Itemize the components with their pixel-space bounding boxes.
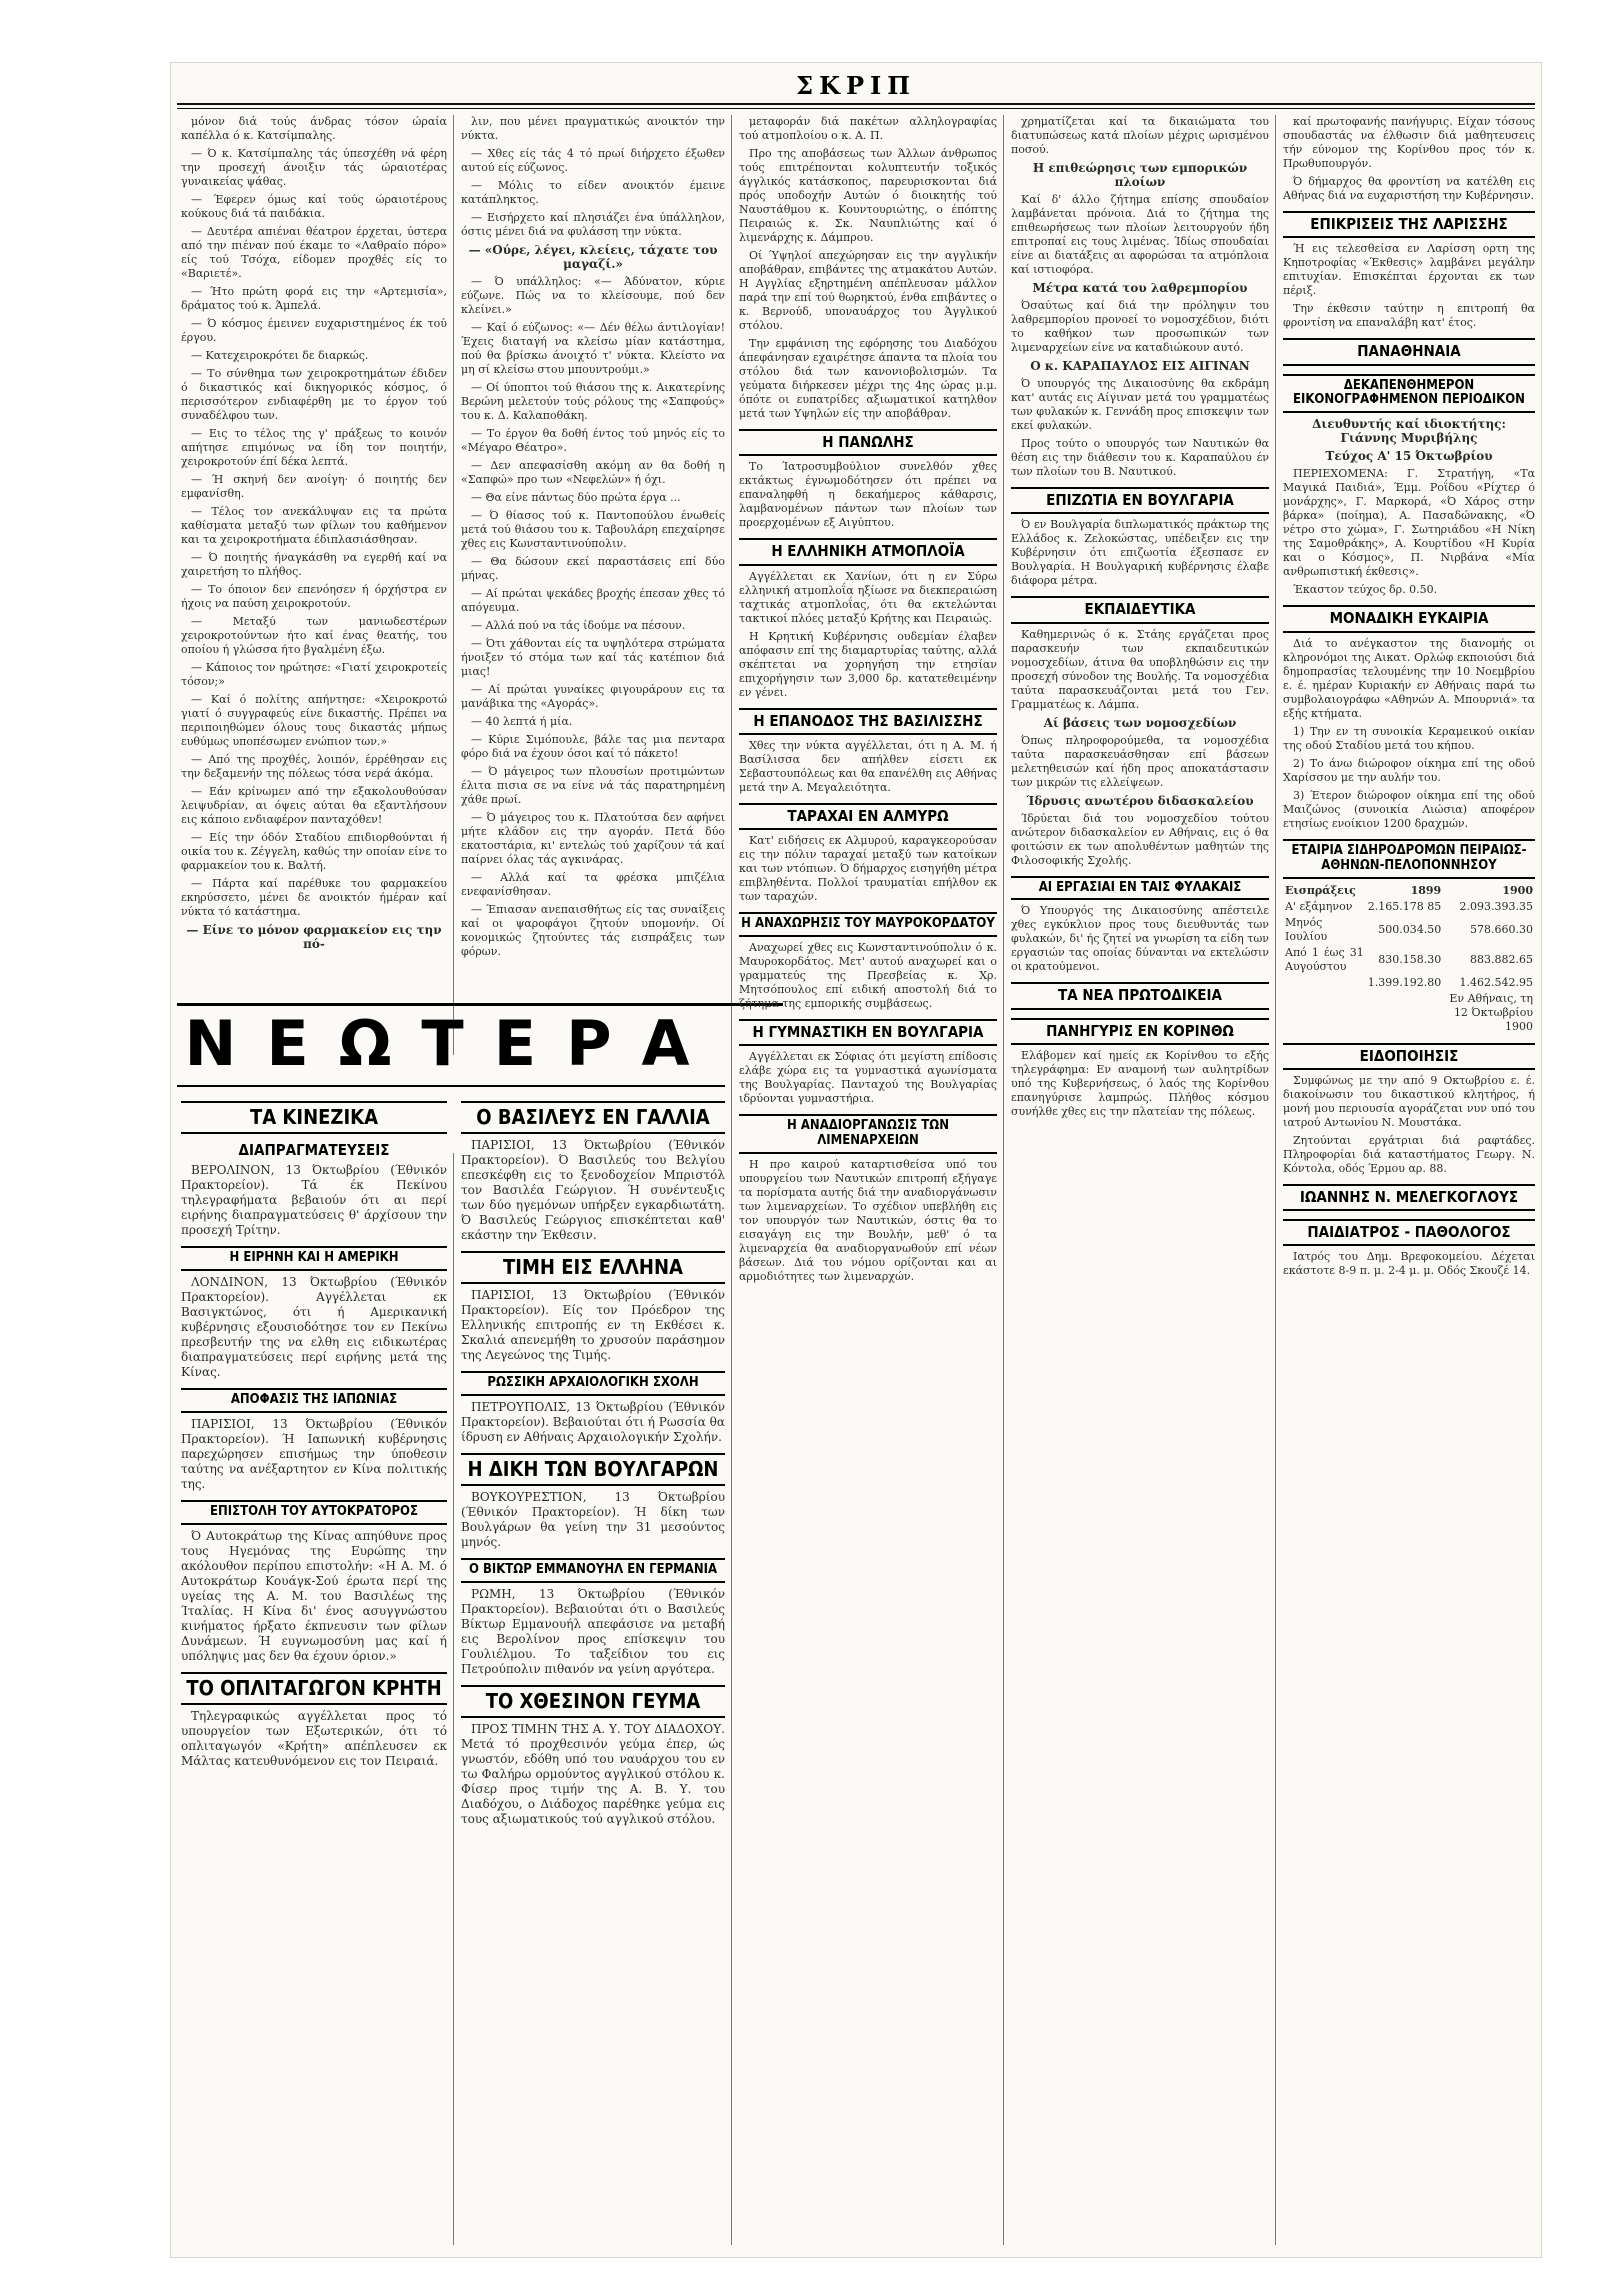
paragraph: Ιατρός του Δημ. Βρεφοκομείου. Δέχεται εκάστοτε 8-9 π. μ. 2-4 μ. μ. Οδός Σκουζέ 14. <box>1283 1250 1535 1278</box>
section-heading: Η ΑΝΑΔΙΟΡΓΑΝΩΣΙΣ ΤΩΝ ΛΙΜΕΝΑΡΧΕΙΩΝ <box>739 1114 997 1154</box>
paragraph: Το Ίατροσυμβούλιον συνελθόν χθες εκτάκτως έγνωμοδότησεν ότι πρέπει να επαναληφθή η δεκαήμερος κάθαρσις, λαμβανομένων πάντων των πλοίων των προερχομένων εξ Αιγύπτου. <box>739 460 997 530</box>
table-cell <box>1283 991 1366 1035</box>
subheading: Διευθυντής καί ιδιοκτήτης: Γιάννης Μυριβήλης <box>1312 417 1506 446</box>
column-rule <box>731 115 732 2245</box>
paragraph: — Αί πρώται γυναίκες φιγουράρουν εις τα μανάβικα της «Αγοράς». <box>461 683 725 710</box>
paragraph: — Μεταξύ των μανιωδεστέρων χειροκροτούντων ήτο καί ένας θεατής, του οποίου ή γλώσσα ήτο βγαλμένη έξω. <box>181 615 447 656</box>
news-body: Ό Αυτοκράτωρ της Κίνας απηύθυνε προς τους Ηγεμόνας της Ευρώπης την ακόλουθον περίπου επιστολήν: «Η Α. Μ. ό Αυτοκράτωρ Κουάγκ-Σού έρωτα περί της υγείας της Α. Μ. του Βασιλέως της Ίταλίας. Η Κίνα δι' ένος ασυγγνώστου κινήματος ήρξατο έκπνευσιν των φίλων Δυνάμεων. Ή ευγνωμοσύνη μας καί ή υπόληψις μας δεν θα έχουν όριον.» <box>181 1529 447 1664</box>
paragraph: — Ή σκηνή δεν ανοίγη· ό ποιητής δεν εμφανίσθη. <box>181 473 447 500</box>
paragraph: Ελάβομεν καί ημείς εκ Κορίνθου το εξής τηλεγράφημα: Εν αναμονή των αυλητρίδων υπό της Κυβερνήσεως, ό λαός της Κορίνθου επανηγύρισε λαμπρώς. Πλήθος κόσμου συνήλθε χθες εις την πλατείαν της πόλεως. <box>1011 1048 1269 1118</box>
masthead-rule <box>177 103 1535 109</box>
paragraph: — Χθες είς τάς 4 τό πρωί διήρχετο έξωθεν αυτού είς εύζωνος. <box>461 147 725 174</box>
paragraph: Ή εις τελεσθείσα εν Λαρίσση ορτη της Κηποτροφίας «Έκθεσις» λαμβάνει μεγάλην επιτυχίαν. Επισκέπται έρχονται εκ των πέριξ. <box>1283 242 1535 298</box>
news-heading: ΕΠΙΣΤΟΛΗ ΤΟΥ ΑΥΤΟΚΡΑΤΟΡΟΣ <box>181 1500 447 1525</box>
news-heading: Ο ΒΙΚΤΩΡ ΕΜΜΑΝΟΥΗΛ ΕΝ ΓΕΡΜΑΝΙΑ <box>461 1558 725 1583</box>
section-heading: ΠΑΝΑΘΗΝΑΙΑ <box>1283 338 1535 365</box>
masthead: ΣΚΡΙΠ <box>796 71 916 100</box>
paragraph: Καθημερινώς ό κ. Στάης εργάζεται προς παρασκευήν των εκπαιδευτικών νομοσχεδίων, άτινα θα υποβληθώσιν εις την προσεχή σύνοδον της Βουλής. Τα νομοσχέδια ταύτα παρασκευάζονται μετά του Γεν. Γραμματέως κ. Λάμπα. <box>1011 627 1269 711</box>
paragraph: 3) Έτερον διώροφον οίκημα επί της οδού Μαιζώνος (συνοικία Λιώσια) αποφέρον ετησίως ενοίκιον 1200 δραχμών. <box>1283 788 1535 830</box>
paragraph: Ό εν Βουλγαρία διπλωματικός πράκτωρ της Ελλάδος κ. Ζελοκώστας, υπέδειξεν εις την Κυβέρνησιν ότι επιζωοτία έξεσπασε εν Βουλγαρία. Η Βουλγαρική κυβέρνησις έλαβε διάφορα μέτρα. <box>1011 518 1269 588</box>
table-cell: 1.399.192.80 <box>1367 975 1442 989</box>
paragraph: — Είς την όδόν Σταδίου επιδιορθούνται ή οικία του κ. Ζέγγελη, καθώς την οποίαν είνε το φαρμακείον του κ. Βαλτή. <box>181 831 447 872</box>
paragraph: Η προ καιρού καταρτισθείσα υπό του υπουργείου των Ναυτικών επιτροπή εξήγαγε τα πορίσματα αυτής διά την αναδιοργάνωσιν των λιμεναρχείων. Το σχέδιον υπεβλήθη εις τον υπουργόν των Ναυτικών, όστις θα το εισαγάγη εις την Βουλήν, μεθ' ό τα λιμεναρχεία θα αναδιοργανωθούν επί νέων βάσεων. Διά του νόμου ορίζονται και αι αρμοδιότητες των λιμεναρχών. <box>739 1158 997 1284</box>
paragraph: Έκαστον τεύχος δρ. 0.50. <box>1293 583 1438 597</box>
column-rule <box>1275 115 1276 2245</box>
paragraph: μεταφοράν διά πακέτων αλληλογραφίας τού ατμοπλοίου ο κ. Α. Π. <box>739 115 997 142</box>
paragraph: — Εισήρχετο καί πλησιάζει ένα ύπάλληλον, όστις μένει διά να φυλάσση την νύκτα. <box>461 211 725 238</box>
paragraph: — Μόλις το είδεν ανοικτόν έμεινε κατάπληκτος. <box>461 179 725 206</box>
table-row <box>1283 915 1535 945</box>
news-body: ΠΑΡΙΣΙΟΙ, 13 Όκτωβρίου (Έθνικόν Πρακτορείον). Ή Ιαπωνική κυβέρνησις παρεχώρησεν επισήμως την ύποθεσιν ταύτης να ανέξαρτητον εν Κίνα πολιτικής της. <box>181 1417 447 1492</box>
paragraph: — Ό μάγειρος του κ. Πλατούτσα δεν αφήνει μήτε κλάδον εις την αγοράν. Πετά δύο εκατοστάρια, κι' εντελώς τού χαρίζουν τά καί παίρνει όλας τάς αγκινάρας. <box>461 811 725 866</box>
column-rule <box>453 115 454 1055</box>
table-cell: 500.034.50 <box>1378 922 1442 936</box>
paragraph: — Δεν απεφασίσθη ακόμη αν θα δοθή η «Σαπφώ» προ των «Νεφελών» ή όχι. <box>461 459 725 486</box>
news-body: ΠΡΟΣ ΤΙΜΗΝ ΤΗΣ Α. Υ. ΤΟΥ ΔΙΑΔΟΧΟΥ. Μετά τό προχθεσινόν γεύμα έπερ, ώς γνωστόν, εδόθη υπό του ναυάρχου του εν τω Φαλήρω ορμούντος αγγλικού στόλου κ. Φίσερ προς τιμήν της Α. Β. Υ. του Διαδόχου, ο Διάδοχος παρέθηκε γεύμα εις τους αξιωματικούς τού αγγλικού στόλου. <box>461 1721 725 1826</box>
section-heading: ΔΕΚΑΠΕΝΘΗΜΕΡΟΝ ΕΙΚΟΝΟΓΡΑΦΗΜΕΝΟΝ ΠΕΡΙΟΔΙΚΟΝ <box>1283 374 1535 414</box>
section-heading: Η ΑΝΑΧΩΡΗΣΙΣ ΤΟΥ ΜΑΥΡΟΚΟΡΔΑΤΟΥ <box>739 912 997 937</box>
paragraph: Την εμφάνιση της εφόρησης του Διαδόχου άπεφάνησαν εχαιρέτησε άπαντα τα πλοία του στόλου διά των κανονιοβολισμών. Τα γεύματα διήρκεσεν μέχρι της 4ης ώρας μ.μ. όπότε οι ευπατρίδες αξιωματικοί κατηλθον μετά των Υψηλών είς την αποβάθραν. <box>739 337 997 420</box>
column-1 <box>181 115 447 1045</box>
table-cell: 578.660.30 <box>1470 922 1533 936</box>
paragraph: 1) Την εν τη συνοικία Κεραμεικού οικίαν της οδού Σταδίου μετά του κήπου. <box>1283 724 1535 752</box>
paragraph: — Ό κ. Κατσίμπαλης τάς ύπεσχέθη νά φέρη την προσεχή άνοιξιν τάς ώραιοτέρας γυναικείας ψάθας. <box>181 147 447 188</box>
section-heading: ΕΠΙΚΡΙΣΕΙΣ ΤΗΣ ΛΑΡΙΣΣΗΣ <box>1283 211 1535 238</box>
section-heading: ΤΑΡΑΧΑΙ ΕΝ ΑΛΜΥΡΩ <box>739 803 997 830</box>
section-heading: Η ΕΠΑΝΟΔΟΣ ΤΗΣ ΒΑΣΙΛΙΣΣΗΣ <box>739 708 997 735</box>
paragraph: Καί δ' άλλο ζήτημα επίσης σπουδαίον λαμβάνεται πρόνοια. Διά το ζήτημα της επιθεωρήσεως των πλοίων λειτουργούν ήδη επιτροπαί εις τους λιμένας. Ίδίως σπουδαίαι είνε αι διατάξεις αι αφορώσαι τα ατμόπλοια καί ιστιοφόρα. <box>1011 193 1269 276</box>
table-cell: Από 1 έως 31 Αυγούστου <box>1285 945 1364 973</box>
paragraph: Κατ' ειδήσεις εκ Αλμυρού, καραγκεορούσαν εις την πόλιν ταραχαί μεταξύ των κατοίκων και των ντόπιων. Ό δήμαρχος εισηγήθη μέτρα επιβληθέντα. Πολλοί τραυματίαι επήλθον εκ των ταραχών. <box>739 834 997 903</box>
table-cell: 2.165.178 85 <box>1367 899 1442 913</box>
paragraph: — Ό κόσμος έμεινεν ευχαριστημένος έκ τού έργου. <box>181 317 447 344</box>
news-body: ΠΑΡΙΣΙΟΙ, 13 Όκτωβρίου (Έθνικόν Πρακτορείον). Είς τον Πρόεδρον της Ελληνικής επιτροπής εν τη Εκθέσει κ. Σκαλιά απενεμήθη το χρυσούν παράσημον της Λεγεώνος της Τιμής. <box>461 1288 725 1362</box>
table-cell: 2.093.393.35 <box>1459 899 1533 913</box>
column-3 <box>739 115 997 2240</box>
subheading: Μέτρα κατά του λαθρεμπορίου <box>1032 281 1248 295</box>
table-cell <box>1283 975 1366 991</box>
paragraph: Αγγέλλεται εκ Σόφιας ότι μεγίστη επίδοσις ελάβε χώρα εις τα γυμναστικά αγωνίσματα της Βουλγαρίας. Πανταχού της Βουλγαρίας ιδρύονται γυμναστήρια. <box>739 1050 997 1106</box>
column-4 <box>1011 115 1269 2240</box>
paragraph: Αγγέλλεται εκ Χανίων, ότι η εν Σύρω ελληνική ατμοπλοΐα ηξίωσε να διεκπεραιώση ταχτικάς ατμοπλοΐας, ότι θα εκτελώνται τακτικοί πλόες μεταξύ Κρήτης και Πειραιώς. <box>739 569 997 625</box>
newspaper-sheet <box>170 62 1542 2258</box>
news-heading: ΤΟ ΧΘΕΣΙΝΟΝ ΓΕΥΜΑ <box>461 1685 725 1718</box>
news-heading: ΑΠΟΦΑΣΙΣ ΤΗΣ ΙΑΠΩΝΙΑΣ <box>181 1388 447 1413</box>
table-cell: Εν Αθήναις, τη 12 Όκτωβρίου 1900 <box>1449 991 1533 1033</box>
paragraph: ΠΕΡΙΕΧΟΜΕΝΑ: Γ. Στρατήγη, «Τα Μαγικά Παιδιά», Έμμ. Ροΐδου «Ρίχτερ ό μονάρχης», Γ. Μαρκορά, «Ό Χάρος στην βάρκα» (ποίημα), Α. Πασαδώνακης, «Ό νέτρο στο χώμα», Γ. Σωτηριάδου «Η Νίκη της Σαμοθράκης», Α. Κουρτίδου «Η Κυρία και ο Κόσμος», Π. Νιρβάνα «Μία ανθρωπιστική έκθεσις». <box>1283 467 1535 579</box>
paragraph: — Εις το τέλος της γ' πράξεως το κοινόν απήτησε επιμόνως να ίδη τον ποιητήν, χειροκροτούν έπί δέκα λεπτά. <box>181 427 447 468</box>
news-body: ΠΑΡΙΣΙΟΙ, 13 Όκτωβρίου (Έθνικόν Πρακτορείον). Ό Βασιλεύς του Βελγίου επεσκέφθη εις το ξενοδοχείον Μπριστόλ τον Βασιλέα Γεώργιον. Ή συνέντευξις των δύο ηγεμόνων υπήρξεν εγκαρδιωτάτη. Ό Βασιλεύς Γεώργιος επισκέπτεται καθ' εκάστην την Έκθεσιν. <box>461 1138 725 1242</box>
table-row <box>1283 991 1535 1035</box>
column-rule <box>1003 115 1004 2245</box>
foreign-news-left <box>181 1093 447 2243</box>
news-body: ΡΩΜΗ, 13 Όκτωβρίου (Έθνικόν Πρακτορείον). Βεβαιούται ότι ο Βασιλεύς Βίκτωρ Εμμανουήλ απεφάσισε να μεταβή εις Βερολίνον προς επίσκεψιν του Γουλιέλμου. Το ταξείδιον του εις Πετρούπολιν πιθανόν να γείνη αργότερα. <box>461 1586 725 1676</box>
paragraph: Χθες την νύκτα αγγέλλεται, ότι η Α. Μ. ή Βασίλισσα δεν απήλθεν είσετι εκ Σεβαστουπόλεως και θα επανέλθη εις Αθήνας μετά την Α. Μεγαλειότητα. <box>739 738 997 794</box>
paragraph: Προς τούτο ο υπουργός των Ναυτικών θα θέση εις την διάθεσιν του κ. Καραπαύλου έν των πλοίων του Β. Ναυτικού. <box>1011 437 1269 478</box>
paragraph: — Καί ό εύζωνος: «— Δέν θέλω άντιλογίαν! Έχεις διαταγή να κλείσω μίαν κατάστημα, πού θα βρίσκω άνοιχτό τ' νύκτα. Κλείστο να μη σί κλείσω στου μπουντρούμι.» <box>461 321 725 376</box>
subheading: Τεύχος Α' 15 Όκτωβρίου <box>1325 449 1493 464</box>
paragraph: — Κάποιος τον ηρώτησε: «Γιατί χειροκροτείς τόσον;» <box>181 661 447 688</box>
news-subheading: ΔΙΑΠΡΑΓΜΑΤΕΥΣΕΙΣ <box>238 1141 390 1159</box>
section-heading: ΠΑΙΔΙΑΤΡΟΣ - ΠΑΘΟΛΟΓΟΣ <box>1283 1219 1535 1246</box>
neotera-banner: ΝΕΩΤΕΡΑ <box>184 1007 720 1080</box>
news-body: ΒΕΡΟΛΙΝΟΝ, 13 Όκτωβρίου (Έθνικόν Πρακτορείον). Τά έκ Πεκίνου τηλεγραφήματα βεβαιούν ότι αι περί ειρήνης διαπραγματεύσεις θ' άρχίσουν την προσεχή Τρίτην. <box>181 1163 447 1238</box>
paragraph: — Ότι χάθονται είς τα υψηλότερα στρώματα ήνοιξεν τό στόμα των καί τάς κατέπιον διά μιας! <box>461 637 725 678</box>
section-heading: ΕΚΠΑΙΔΕΥΤΙΚΑ <box>1011 596 1269 623</box>
receipts-table <box>1283 883 1535 1035</box>
subheading: — Είνε το μόνον φαρμακείον εις την πό- <box>186 923 442 951</box>
table-cell <box>1366 991 1443 1035</box>
paragraph: — Εάν κρίνωμεν από την εξακολουθούσαν λειψυδρίαν, αι όψεις αύται θα εξαντλήσουν εις κάποιο ενδιαφέρον πανταχόθεν! <box>181 785 447 826</box>
paragraph: — Ήτο πρώτη φορά εις την «Αρτεμισία», δράματος τού κ. Άμπελά. <box>181 285 447 312</box>
news-body: Τηλεγραφικώς αγγέλλεται προς τό υπουργείον των Εξωτερικών, ότι τό οπλιταγωγόν «Κρήτη» απέπλευσεν εκ Μάλτας κατευθυνόμενον εις τον Πειραιά. <box>181 1709 447 1769</box>
section-heading: ΤΑ ΝΕΑ ΠΡΩΤΟΔΙΚΕΙΑ <box>1011 982 1269 1009</box>
section-heading: ΕΤΑΙΡΙΑ ΣΙΔΗΡΟΔΡΟΜΩΝ ΠΕΙΡΑΙΩΣ-ΑΘΗΝΩΝ-ΠΕΛΟΠΟΝΝΗΣΟΥ <box>1283 839 1535 879</box>
section-heading: Η ΓΥΜΝΑΣΤΙΚΗ ΕΝ ΒΟΥΛΓΑΡΙΑ <box>739 1019 997 1046</box>
paragraph: 2) Το άνω διώροφον οίκημα επί της οδού Χαρίσσου με την αυλήν του. <box>1283 756 1535 784</box>
table-cell: Μηνός Ιουλίου <box>1285 915 1328 943</box>
paragraph: λιν, που μένει πραγματικώς ανοικτόν την νύκτα. <box>461 115 725 142</box>
section-heading: ΕΙΔΟΠΟΙΗΣΙΣ <box>1283 1043 1535 1070</box>
table-row <box>1283 975 1535 991</box>
news-heading: ΤΑ ΚΙΝΕΖΙΚΑ <box>181 1101 447 1134</box>
paragraph: μόνον διά τούς άνδρας τόσον ώραία καπέλλα ό κ. Κατσίμπαλης. <box>181 115 447 142</box>
section-heading: ΜΟΝΑΔΙΚΗ ΕΥΚΑΙΡΙΑ <box>1283 605 1535 632</box>
news-heading: ΤΟ ΟΠΛΙΤΑΓΩΓΟΝ ΚΡΗΤΗ <box>181 1672 447 1705</box>
subheading: Ο κ. ΚΑΡΑΠΑΥΛΟΣ ΕΙΣ ΑΙΓΙΝΑΝ <box>1030 359 1250 373</box>
banner-rule <box>177 1003 783 1006</box>
news-body: ΒΟΥΚΟΥΡΕΣΤΙΟΝ, 13 Όκτωβρίου (Έθνικόν Πρακτορείον). Ή δίκη των Βουλγάρων θα γείνη την 31 μεσούντος μηνός. <box>461 1489 725 1549</box>
paragraph: Ό υπουργός της Δικαιοσύνης θα εκδράμη κατ' αυτάς εις Αίγιναν μετά του γραμματέως των φυλακών κ. Γεννάδη προς επισκεψιν των εκεί φυλακών. <box>1011 377 1269 432</box>
news-body: ΠΕΤΡΟΥΠΟΛΙΣ, 13 Όκτωβρίου (Έθνικόν Πρακτορείον). Βεβαιούται ότι ή Ρωσσία θα ίδρυση εν Αθήναις Αρχαιολογικήν Σχολήν. <box>461 1399 725 1444</box>
paragraph: Συμφώνως με την από 9 Οκτωβρίου ε. έ. διακοίνωσιν του δικαστικού κλητήρος, ή μονή μου περιουσία αγοράζεται νυν υπό του ιατρού Αντωνίου Ν. Μουστάκα. <box>1283 1073 1535 1129</box>
paragraph: — Τέλος τον ανεκάλυψαν εις τα πρώτα καθίσματα μεταξύ των φίλων του καθήμενον και τα χειροκροτήματα έδιπλασιάσθησαν. <box>181 505 447 546</box>
table-cell: 830.158.30 <box>1378 952 1442 966</box>
section-heading: ΙΩΑΝΝΗΣ Ν. ΜΕΛΕΓΚΟΓΛΟΥΣ <box>1283 1184 1535 1211</box>
paragraph: — Έφερεν όμως καί τούς ώραιοτέρους κούκους διά τά παιδάκια. <box>181 193 447 220</box>
paragraph: — Κατεχειροκρότει δε διαρκώς. <box>191 349 369 362</box>
paragraph: — Δευτέρα απιέναι θέατρον έρχεται, ύστερα από την πιέναν πού έκαμε το «Λαθραίο πόρο» είς τού Τσόχα, είδομεν προχθές είς το «Βαριετέ». <box>181 225 447 280</box>
paragraph: — Από της προχθές, λοιπόν, έρρέθησαν εις την δεξαμενήν της πόλεως τόσα νερά άκόμα. <box>181 753 447 780</box>
column-2 <box>461 115 725 1045</box>
section-heading: Η ΕΛΛΗΝΙΚΗ ΑΤΜΟΠΛΟΪΑ <box>739 538 997 565</box>
paragraph: — Το όποιον δεν επενόησεν ή όρχήστρα εν ήχοις να παύση χειροκροτούν. <box>181 583 447 610</box>
table-header: 1899 <box>1410 883 1442 897</box>
table-cell: 883.882.65 <box>1470 952 1533 966</box>
paragraph: Ίδρύεται διά του νομοσχεδίου τούτου ανώτερον διδασκαλείον εν Αθήναις, εις ό θα φοιτώσιν εκ των απολυθέντων μαθητών της Φιλοσοφικής Σχολής. <box>1011 811 1269 867</box>
paragraph: χρηματίζεται καί τα δικαιώματα του διατυπώσεως κατά πλοίων μέχρις ωρισμένου ποσού. <box>1011 115 1269 156</box>
section-heading: ΕΠΙΖΩΤΙΑ ΕΝ ΒΟΥΛΓΑΡΙΑ <box>1011 487 1269 514</box>
news-heading: Η ΕΙΡΗΝΗ ΚΑΙ Η ΑΜΕΡΙΚΗ <box>181 1246 447 1271</box>
paragraph: — Κύριε Σιμόπουλε, βάλε τας μια πενταρα φόρο διά να έχουν όσοι καί τό πάκετο! <box>461 733 725 760</box>
news-heading: ΤΙΜΗ ΕΙΣ ΕΛΛΗΝΑ <box>461 1251 725 1284</box>
paragraph: — Αί πρώται ψεκάδες βροχής έπεσαν χθες τό απόγευμα. <box>461 587 725 614</box>
table-cell: 1.462.542.95 <box>1459 975 1533 989</box>
paragraph: — Θα είνε πάντως δύο πρώτα έργα ... <box>471 491 681 504</box>
section-heading: ΑΙ ΕΡΓΑΣΙΑΙ ΕΝ ΤΑΙΣ ΦΥΛΑΚΑΙΣ <box>1011 876 1269 901</box>
paragraph: — Οί ύποπτοι τού θιάσου της κ. Αικατερίνης Βερώνη μελετούν τούς ρόλους της «Σαπφούς» του κ. Δ. Καλαποθάκη. <box>461 381 725 422</box>
paragraph: — Αλλά πού να τάς ίδούμε να πέσουν. <box>471 619 686 632</box>
foreign-news-middle <box>461 1093 725 2243</box>
paragraph: Η Κρητική Κυβέρνησις ουδεμίαν έλαβεν απόφασιν επί της διαμαρτυρίας ταύτης, αλλά σκέπτεται να χορηγήση την ετησίαν επιχορήγησιν των 3,000 δρ. κατατεθειμένην εν γένει. <box>739 629 997 699</box>
paragraph: Όσαύτως καί διά την πρόληψιν του λαθρεμπορίου προνοεί το νομοσχέδιον, διότι το καθήκον των προσωπικών των λιμεναρχείων είνε να καταδιώκουν αυτό. <box>1011 299 1269 354</box>
table-cell: Α' εξάμηνον <box>1285 899 1353 913</box>
news-body: ΛΟΝΔΙΝΟΝ, 13 Όκτωβρίου (Έθνικόν Πρακτορείον). Αγγέλλεται εκ Βασιγκτώνος, ότι ή Αμερικανική κυβέρνησις εξουσιοδότησε τον εν Πεκίνω πρεσβευτήν της να ελθη εις ειδικωτέρας διαπραγματεύσεις περί ειρήνης μετά της Κίνας. <box>181 1275 447 1380</box>
paragraph: — Το έργον θα δοθή έντος τού μηνός είς το «Μέγαρο Θέατρο». <box>461 427 725 454</box>
paragraph: — Ό θίασος τού κ. Παντοπούλου ένωθείς μετά τού θιάσου του κ. Ταβουλάρη επεχαίρησε χθες εις Κωνσταντινούπολιν. <box>461 509 725 550</box>
section-heading: ΠΑΝΗΓΥΡΙΣ ΕΝ ΚΟΡΙΝΘΩ <box>1011 1018 1269 1045</box>
paragraph: Αναχωρεί χθες εις Κωνσταντινούπολιν ό κ. Μαυροκορδάτος. Μετ' αυτού αναχωρεί και ο γραμματεύς της Πρεσβείας κ. Χρ. Μητσόπουλος επί ειδική αποστολή διά το ζήτημα της εμπορικής συμβάσεως. <box>739 940 997 1010</box>
paragraph: — 40 λεπτά ή μία. <box>471 715 573 728</box>
paragraph: — Έπιασαν ανεπαισθήτως είς τας συναίξεις καί οι ψαροφάγοι ζητούν υπομονήν. Οί κονομικώς ζητούντες τάς εισπράξεις των φόρων. <box>461 903 725 958</box>
table-header: 1900 <box>1502 883 1533 897</box>
paragraph: Ζητούνται εργάτριαι διά ραφτάδες. Πληροφορίαι διά καταστήματος Γεωργ. Ν. Κόντολα, οδός Έρμου αρ. 88. <box>1283 1133 1535 1175</box>
paragraph: — Ό ποιητής ήναγκάσθη να εγερθή καί να χαιρετήση το πλήθος. <box>181 551 447 578</box>
subheading: — «Ούρε, λέγει, κλείεις, τάχατε του μαγαζί.» <box>468 243 718 271</box>
paragraph: — Πάρτα καί παρέθυκε του φαρμακείου εκηρύσσετο, μένει δε ανοικτόν ήμέραν καί νύκτα τό κατάστημα. <box>181 877 447 918</box>
paragraph: — Το σύνθημα των χειροκροτημάτων έδιδεν ό δικαστικός καί δικηγορικός κόσμος, ό περισσότερον ενδιαφέρθη με το έργον τού συναδέλφου των. <box>181 367 447 422</box>
paragraph: Την έκθεσιν ταύτην η επιτροπή θα φροντίση να επαναλάβη κατ' έτος. <box>1283 302 1535 330</box>
paragraph: καί πρωτοφανής πανήγυρις. Είχαν τόσους σπουδαστάς να έλθωσιν διά μαθητευσεις τήν εύνομον της Κορίνθου προς τόν κ. Πρωθυπουργόν. <box>1283 115 1535 170</box>
paragraph: Διά το ανέγκαστον της διανομής οι κληρονόμοι της Αικατ. Ορλώφ εκποιούσι διά δημοπρασίας τελουμένης την 10 Νοεμβρίου ε. έ. ημέραν Κυριακήν εν Αθήναις παρά τω συμβολαιογράφω «Αθηνών Α. Μπουρνιά» τα εξής κτήματα. <box>1283 636 1535 720</box>
table-header: Εισπράξεις <box>1285 883 1356 897</box>
paragraph: Όπως πληροφορούμεθα, τα νομοσχέδια ταύτα παρασκευάσθησαν επί βάσεων μελετηθεισών καί ήδη προς αποκατάστασιν των μικρών τις ελλείψεων. <box>1011 733 1269 789</box>
paragraph: — Καί ό πολίτης απήντησε: «Χειροκροτώ γιατί ό συγγραφεύς είνε δικαστής. Πρέπει να περιποιηθώμεν όλους τους δικαστάς μήπως ευθύμως υποπέσωμεν ενώπιον των.» <box>181 693 447 748</box>
subheading: Ίδρυσις ανωτέρου διδασκαλείου <box>1026 793 1254 808</box>
paragraph: Οί Ύψηλοί απεχώρησαν εις την αγγλικήν αποβάθραν, επιβάντες της ατμακάτου Αυτών. Η Αγγλίας εξηρτημένη απέπλευσαν μάλλον παρά την επί τού θωρηκτού, ένθα επιβάντες ο κ. Βερνούδ, υποναυάρχος του Άγγλικού στόλου. <box>739 249 997 332</box>
news-heading: Ο ΒΑΣΙΛΕΥΣ ΕΝ ΓΑΛΛΙΑ <box>461 1101 725 1134</box>
table-row <box>1283 945 1535 975</box>
table-row <box>1283 899 1535 915</box>
subheading: Αί βάσεις των νομοσχεδίων <box>1043 715 1237 730</box>
paragraph: — Ό μάγειρος των πλουσίων προτιμώντων έλιτα πισια σε να είνε νά τάς παρατηρημένη χάθε πρωί. <box>461 765 725 806</box>
paragraph: Προ της αποβάσεως των Άλλων άνθρωπος τούς επιτρέπονται κολυπτευτήν τοξικός άγγλικός κατάσκοπος, παρευρισκονται διά πρός υποδοχήν Αυτών ό διοικητής τού Ναυστάθμου κ. Κουντουριώτης, ο έπόπτης Πειραιώς κ. Σκ. Ναυπλιώτης καί ό λιμενάρχης κ. Δάμπρου. <box>739 147 997 244</box>
paragraph: Ό Υπουργός της Δικαιοσύνης απέστειλε χθες εγκύκλιον προς τους διευθυντάς των φυλακών, δι' ής ζητεί να γνωρίση τα είδη των εργασιών τας οποίας δύνανται να εκτελώσιν οι κρατούμενοι. <box>1011 904 1269 974</box>
banner-rule <box>177 1085 725 1087</box>
column-rule <box>453 1153 454 2245</box>
paragraph: — Θα δώσουν εκεί παραστάσεις επί δύο μήνας. <box>461 555 725 582</box>
paragraph: — Ό υπάλληλος: «— Άδύνατον, κύριε εύζωνε. Πώς να το κλείσουμε, πού δεν κλείνει.» <box>461 275 725 316</box>
paragraph: — Αλλά καί τα φρέσκα μπιζέλια ενεφανίσθησαν. <box>461 871 725 898</box>
news-heading: ΡΩΣΣΙΚΗ ΑΡΧΑΙΟΛΟΓΙΚΗ ΣΧΟΛΗ <box>461 1371 725 1396</box>
section-heading: Η ΠΑΝΩΛΗΣ <box>739 429 997 456</box>
paragraph: Ό δήμαρχος θα φροντίση να κατέλθη εις Αθήνας διά να ευχαριστήση την Κυβέρνησιν. <box>1283 175 1535 202</box>
news-heading: Η ΔΙΚΗ ΤΩΝ ΒΟΥΛΓΑΡΩΝ <box>461 1453 725 1486</box>
subheading: Η επιθεώρησις των εμπορικών πλοίων <box>1032 161 1248 189</box>
column-5 <box>1283 115 1535 2240</box>
